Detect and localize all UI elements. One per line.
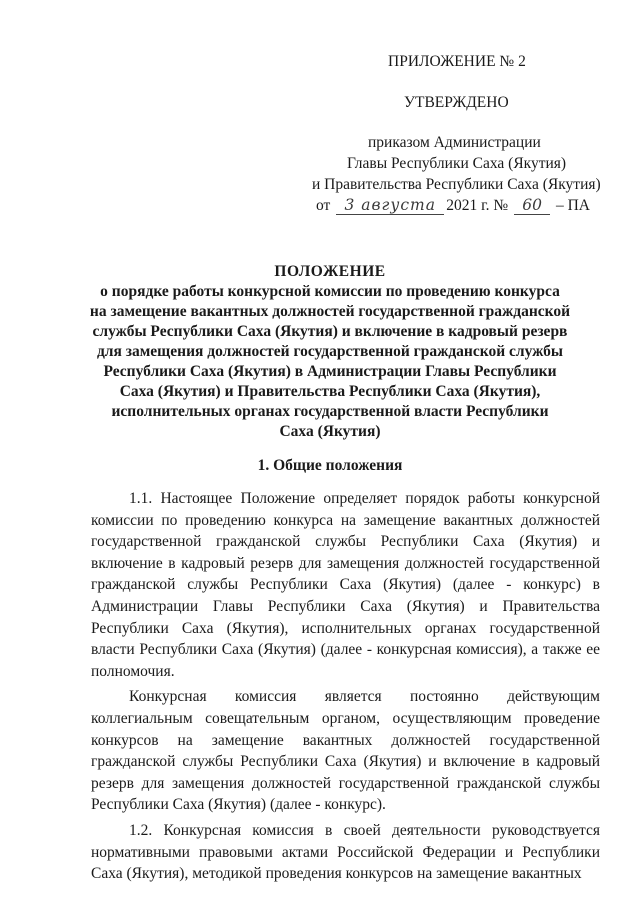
handwritten-order-number: 60 — [514, 196, 550, 215]
order-reference — [300, 132, 600, 216]
paragraph: 1.1. Настоящее Положение определяет порядок работы конкурсной комиссии по проведению конкурса на замещение вакантных должностей государственной гражданской службы Республики Саха (Якутия) и включение в кадровый резерв для замещения должностей государственной гражданской службы Республики Саха (Якутия) (далее - конкурс) в Администрации Главы Республики Саха (Якутия) и Правительства Республики Саха (Якутия), исполнительных органах государственной власти Республики Саха (Якутия) (далее - конкурсная комиссия), а также ее полномочия. — [91, 490, 600, 680]
title-subtitle-line: Саха (Якутия) — [279, 423, 381, 440]
section-body — [91, 488, 600, 885]
order-prefix: от — [316, 197, 331, 214]
paragraph: 1.2. Конкурсная комиссия в своей деятельности руководствуется нормативными правовыми актами Российской Федерации и Республики Саха (Якутия), методикой проведения конкурсов на замещение вакантных — [91, 821, 600, 883]
order-year: 2021 г. № — [446, 197, 509, 214]
appendix-label: ПРИЛОЖЕНИЕ № 2 — [388, 53, 526, 70]
order-line-3: и Правительства Республики Саха (Якутия) — [312, 176, 601, 193]
title-subtitle-line: Саха (Якутия) и Правительства Республики Саха (Якутия), — [119, 383, 541, 400]
paragraph: Конкурсная комиссия является постоянно действующим коллегиальным совещательным органом, осуществляющим проведение конкурсов на замещение вакантных должностей государственной гражданской службы Республики Саха (Якутия) и включение в кадровый резерв для замещения должностей государственной гражданской службы Республики Саха (Якутия) (далее - конкурс). — [91, 688, 600, 814]
order-line-2: Главы Республики Саха (Якутия) — [347, 155, 567, 172]
section-heading: 1. Общие положения — [257, 457, 403, 474]
document-title — [60, 262, 600, 442]
order-line-1: приказом Администрации — [368, 134, 541, 151]
title-subtitle-line: для замещения должностей государственной гражданской службы — [96, 343, 564, 360]
title-subtitle-line: Республики Саха (Якутия) в Администрации Главы Республики — [103, 363, 557, 380]
handwritten-order-date: 3 августа — [336, 196, 444, 215]
order-suffix: – ПА — [555, 197, 590, 214]
title-subtitle-line: службы Республики Саха (Якутия) и включение в кадровый резерв — [92, 323, 568, 340]
order-line-4 — [300, 195, 600, 216]
title-subtitle-line: на замещение вакантных должностей государственной гражданской — [89, 303, 571, 320]
approved-stamp-label: УТВЕРЖДЕНО — [404, 94, 509, 111]
title-heading: ПОЛОЖЕНИЕ — [274, 263, 386, 280]
title-subtitle-line: исполнительных органах государственной власти Республики — [111, 403, 549, 420]
title-subtitle-line: о порядке работы конкурсной комиссии по проведению конкурса — [100, 283, 560, 300]
